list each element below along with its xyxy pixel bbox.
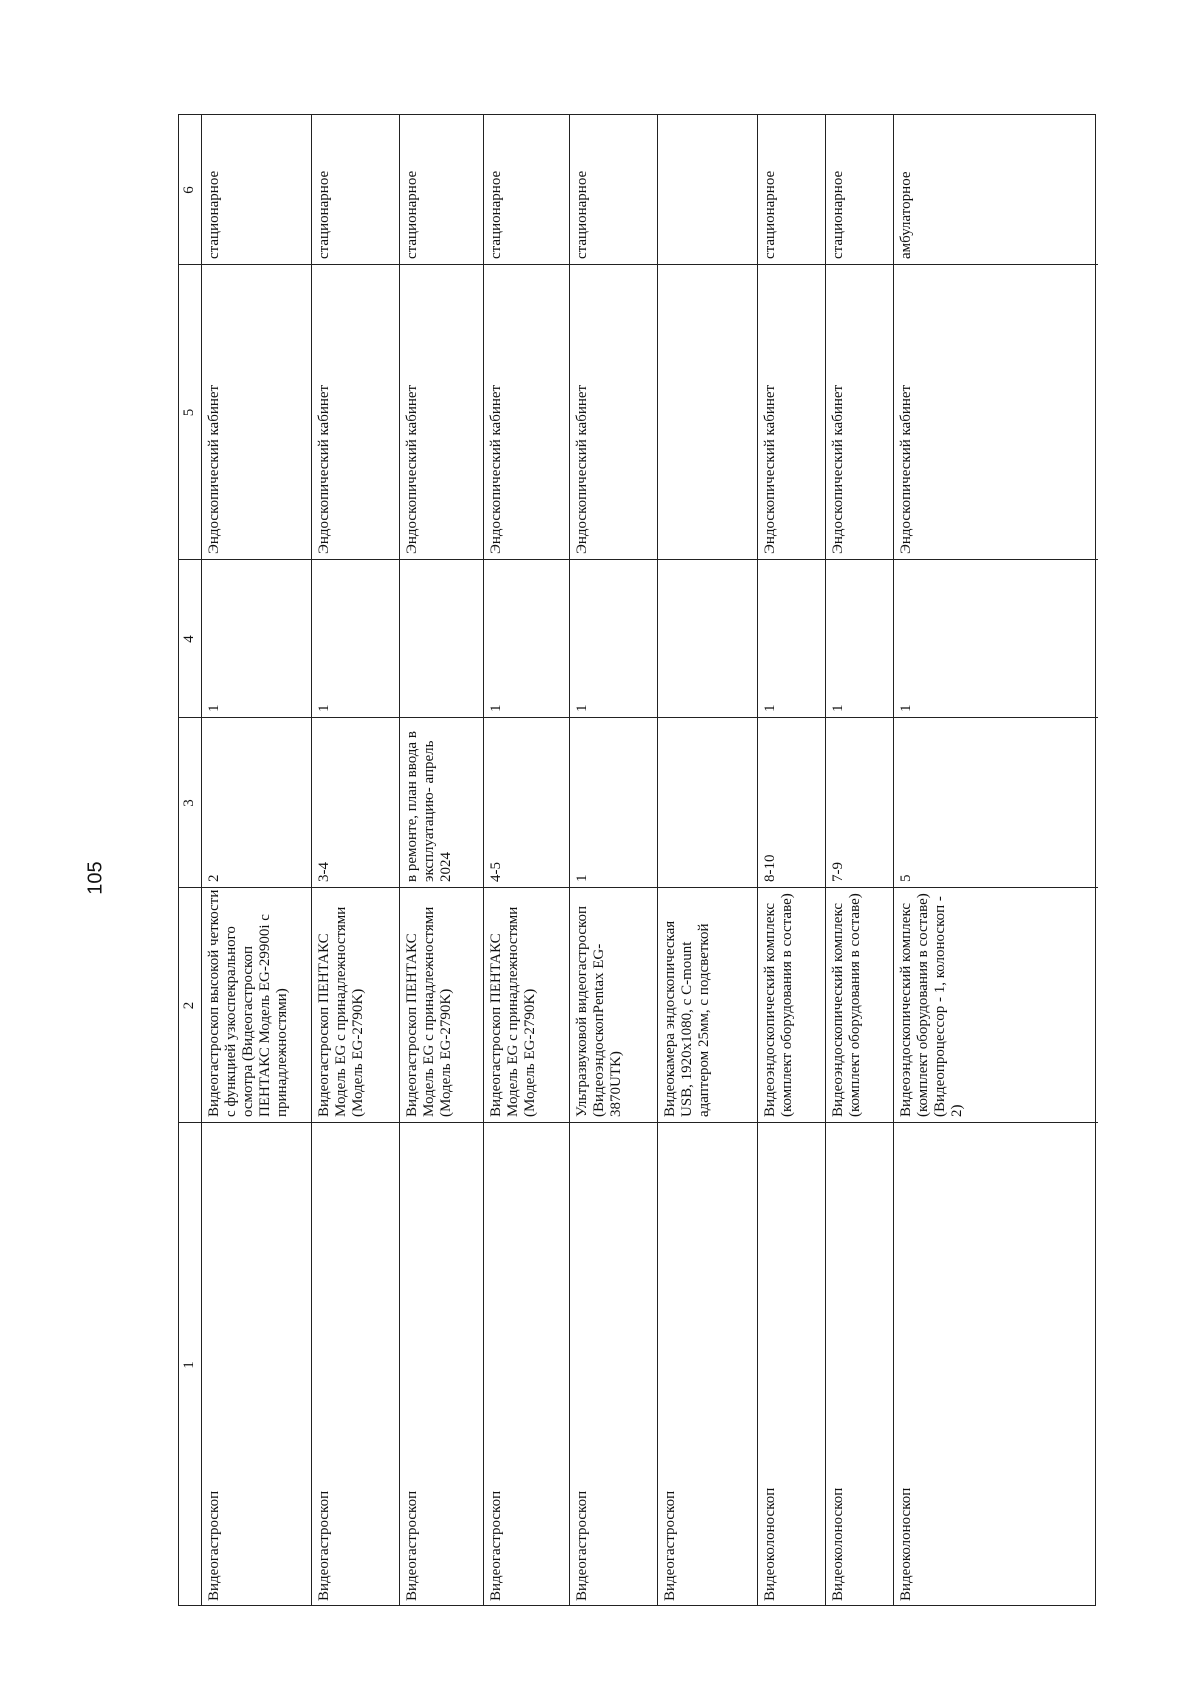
cell-text: Эндоскопический кабинет (316, 384, 332, 554)
table-cell-c4 (400, 560, 484, 718)
table-cell-c6 (400, 115, 484, 265)
cell-text: Видеоколоноскоп (762, 1487, 778, 1601)
table-cell-c1 (202, 1123, 312, 1607)
table-cell-c2 (894, 888, 1098, 1123)
cell-text: 1 (574, 704, 590, 712)
table-cell-c4 (658, 560, 758, 718)
table-cell-c3 (570, 718, 658, 888)
cell-text: Эндоскопический кабинет (404, 384, 420, 554)
cell-text: Видеогастроскоп (488, 1490, 504, 1601)
table-cell-c3 (658, 718, 758, 888)
cell-text: 8-10 (762, 854, 778, 882)
table-cell-c3 (758, 718, 826, 888)
cell-text: 1 (830, 704, 846, 712)
cell-text: стационарное (488, 170, 504, 259)
cell-text (658, 265, 758, 560)
table-cell-c2 (312, 888, 400, 1123)
table-cell-c4 (312, 560, 400, 718)
table-row (201, 115, 311, 1605)
cell-text: 4-5 (488, 862, 504, 882)
header-label: 2 (181, 1001, 197, 1010)
header-cell (179, 888, 201, 1123)
header-row (179, 115, 201, 1605)
table-row (399, 115, 483, 1605)
table-cell-c2 (658, 888, 758, 1123)
cell-text: Видеоэндоскопический комплекс (комплект оборудования в составе) (762, 893, 795, 1117)
table-cell-c6 (570, 115, 658, 265)
cell-text (658, 718, 758, 888)
cell-text: Ультразвуковой видеогастроскоп (ВидеоэндоскопPentax EG-3870UTK) (574, 905, 624, 1117)
cell-text: Видеоэндоскопический комплекс (комплект оборудования в составе) (830, 893, 863, 1117)
cell-text: 3-4 (316, 862, 332, 882)
cell-text: стационарное (830, 170, 846, 259)
table-cell-c1 (484, 1123, 570, 1607)
table-cell-c5 (758, 265, 826, 560)
table-cell-c2 (400, 888, 484, 1123)
table-cell-c4 (894, 560, 1098, 718)
table-cell-c4 (826, 560, 894, 718)
header-cell (179, 115, 201, 265)
header-label: 1 (181, 1361, 197, 1369)
table-cell-c3 (202, 718, 312, 888)
cell-text: амбулаторное (898, 171, 914, 259)
table-cell-c5 (826, 265, 894, 560)
cell-text: Эндоскопический кабинет (898, 384, 914, 554)
table-cell-c1 (826, 1123, 894, 1607)
table-cell-c1 (312, 1123, 400, 1607)
header-cell (179, 718, 201, 888)
table-cell-c5 (400, 265, 484, 560)
cell-text: Видеоколоноскоп (830, 1487, 846, 1601)
cell-text: стационарное (404, 170, 420, 259)
table-row (893, 115, 1097, 1605)
table-cell-c1 (570, 1123, 658, 1607)
cell-text (400, 560, 484, 718)
cell-text: 7-9 (830, 862, 846, 882)
table-cell-c5 (202, 265, 312, 560)
table-cell-c3 (894, 718, 1098, 888)
table-row (757, 115, 825, 1605)
table-row (569, 115, 657, 1605)
table-cell-c6 (826, 115, 894, 265)
header-cell (179, 1123, 201, 1607)
cell-text: Видеогастроскоп (316, 1490, 332, 1601)
table-cell-c2 (484, 888, 570, 1123)
cell-text: Видеогастроскоп (662, 1490, 678, 1601)
cell-text: Эндоскопический кабинет (830, 384, 846, 554)
header-cell (179, 265, 201, 560)
cell-text: Видеогастроскоп (206, 1490, 222, 1601)
cell-text: Эндоскопический кабинет (762, 384, 778, 554)
cell-text: стационарное (316, 170, 332, 259)
cell-text (658, 560, 758, 718)
equipment-table (178, 114, 1096, 1606)
table-cell-c6 (758, 115, 826, 265)
table-cell-c4 (758, 560, 826, 718)
table-cell-c5 (484, 265, 570, 560)
header-label: 6 (181, 186, 197, 194)
table-cell-c5 (312, 265, 400, 560)
table-cell-c2 (758, 888, 826, 1123)
page-number (82, 858, 110, 898)
cell-text: Видеогастроскоп ПЕНТАКС Модель EG с принадлежностями (Модель EG-2790K) (316, 906, 366, 1117)
cell-text: Видеогастроскоп ПЕНТАКС Модель EG с принадлежностями (Модель EG-2790K) (404, 906, 454, 1117)
table-row (483, 115, 569, 1605)
table-cell-c4 (570, 560, 658, 718)
table-cell-c2 (826, 888, 894, 1123)
table-cell-c2 (202, 888, 312, 1123)
header-label: 3 (181, 799, 197, 807)
cell-text: стационарное (206, 170, 222, 259)
table-cell-c4 (484, 560, 570, 718)
cell-text (658, 115, 758, 265)
cell-text: Видеогастроскоп ПЕНТАКС Модель EG с принадлежностями (Модель EG-2790K) (488, 906, 538, 1117)
header-cell (179, 560, 201, 718)
cell-text: Эндоскопический кабинет (574, 384, 590, 554)
table-cell-c4 (202, 560, 312, 718)
cell-text: Видеоколоноскоп (898, 1487, 914, 1601)
cell-text: 5 (898, 874, 914, 882)
table-cell-c3 (826, 718, 894, 888)
table-row (825, 115, 893, 1605)
table-cell-c6 (658, 115, 758, 265)
cell-text: Видеоэндоскопический комплекс (комплект оборудования в составе) (Видеопроцессор - 1, колоноскоп - 2) (898, 893, 965, 1117)
cell-text: в ремонте, план ввода в эксплуатацию- апрель 2024 (404, 731, 454, 882)
cell-text: Видеогастроскоп (404, 1490, 420, 1601)
cell-text: 1 (206, 704, 222, 712)
header-label: 5 (181, 408, 197, 417)
page-number-text: 105 (84, 861, 107, 895)
cell-text: 2 (206, 874, 222, 882)
table-cell-c6 (894, 115, 1098, 265)
table-cell-c3 (484, 718, 570, 888)
table-cell-c6 (484, 115, 570, 265)
cell-text: 1 (316, 704, 332, 712)
table-row (311, 115, 399, 1605)
cell-text: 1 (488, 704, 504, 712)
table-cell-c3 (312, 718, 400, 888)
cell-text: Эндоскопический кабинет (206, 384, 222, 554)
table-cell-c5 (570, 265, 658, 560)
cell-text: стационарное (574, 170, 590, 259)
table-cell-c1 (658, 1123, 758, 1607)
cell-text: Видеокамера эндоскопическая USB, 1920x1080, с C-mount адаптером 25мм, с подсветкой (662, 920, 712, 1117)
cell-text: 1 (574, 874, 590, 882)
table-cell-c2 (570, 888, 658, 1123)
cell-text: Видеогастроскоп высокой четкости с функцией узкоспекрального осмотра (Видеогастроскоп ПЕНТАКС Модель EG-29900i с принадлежностями) (206, 889, 290, 1117)
table-cell-c3 (400, 718, 484, 888)
table-cell-c5 (658, 265, 758, 560)
table-cell-c1 (894, 1123, 1098, 1607)
table-cell-c5 (894, 265, 1098, 560)
cell-text: 1 (762, 704, 778, 712)
table-cell-c6 (312, 115, 400, 265)
cell-text: Видеогастроскоп (574, 1490, 590, 1601)
cell-text: 1 (898, 704, 914, 712)
table-row (657, 115, 757, 1605)
table-cell-c1 (400, 1123, 484, 1607)
header-label: 4 (181, 635, 197, 643)
cell-text: стационарное (762, 170, 778, 259)
table-cell-c6 (202, 115, 312, 265)
table-cell-c1 (758, 1123, 826, 1607)
cell-text: Эндоскопический кабинет (488, 384, 504, 554)
